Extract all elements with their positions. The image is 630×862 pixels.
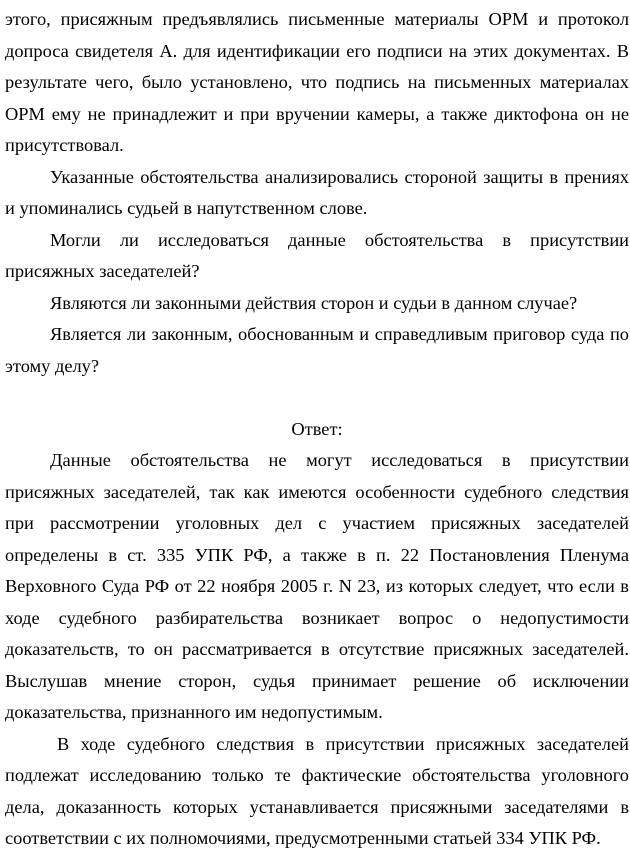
blank-line — [5, 382, 629, 414]
paragraph-continuation: этого, присяжным предъявлялись письменные материалы ОРМ и протокол допроса свидетеля А. для идентификации его подписи на этих документах. В результате чего, было установлено, что подпись на письменных материалах ОРМ ему не принадлежит и при вручении камеры, а также диктофона он не присутствовал. — [5, 9, 629, 155]
answer-paragraph-2: В ходе судебного следствия в присутствии присяжных заседателей подлежат исследованию только те фактические обстоятельства уголовного дела, доказанность которых устанавливается присяжными заседателями в соответствии с их полномочиями, предусмотренными статьей 334 УПК РФ. — [5, 733, 629, 848]
document-page — [5, 4, 629, 855]
question-3: Является ли законным, обоснованным и справедливым приговор суда по этому делу? — [5, 324, 629, 376]
paragraph-circumstances: Указанные обстоятельства анализировались стороной защиты в прениях и упоминались судьей в напутственном слове. — [5, 166, 629, 218]
question-2: Являются ли законными действия сторон и судьи в данном случае? — [50, 292, 578, 313]
answer-heading: Ответ: — [291, 418, 343, 439]
answer-paragraph-1: Данные обстоятельства не могут исследоваться в присутствии присяжных заседателей, так как имеются особенности судебного следствия при рассмотрении уголовных дел с участием присяжных заседателей определены в ст. 335 УПК РФ, а также в п. 22 Постановления Пленума Верховного Суда РФ от 22 ноября 2005 г. N 23, из которых следует, что если в ходе судебного разбирательства возникает вопрос о недопустимости доказательств, то он рассматривается в отсутствие присяжных заседателей. Выслушав мнение сторон, судья принимает решение об исключении доказательства, признанного им недопустимым. — [5, 450, 629, 722]
question-1: Могли ли исследоваться данные обстоятельства в присутствии присяжных заседателей? — [5, 229, 629, 281]
